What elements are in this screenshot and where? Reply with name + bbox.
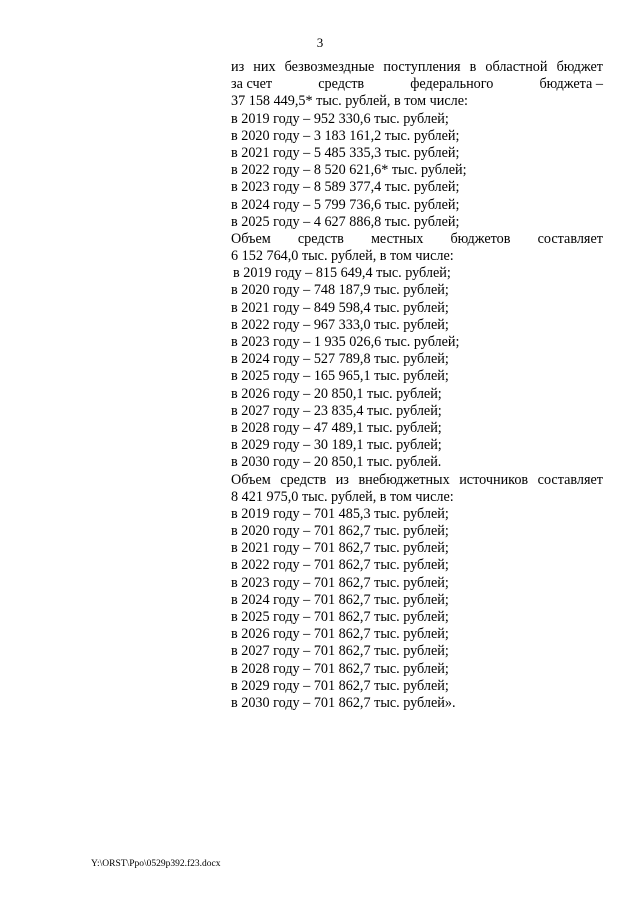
year-amount-line: в 2023 году – 8 589 377,4 тыс. рублей; [231, 179, 460, 196]
year-amount-line: в 2028 году – 47 489,1 тыс. рублей; [231, 419, 442, 436]
year-amount-line: в 2026 году – 20 850,1 тыс. рублей; [231, 385, 442, 402]
year-amount-line: в 2025 году – 701 862,7 тыс. рублей; [231, 609, 449, 625]
year-amount-line: в 2019 году – 815 649,4 тыс. рублей; [233, 265, 451, 282]
year-amount-line: в 2020 году – 701 862,7 тыс. рублей; [231, 523, 449, 540]
word: составляет [537, 471, 603, 488]
word: источников [459, 471, 529, 488]
word: средств [280, 471, 327, 488]
word: них [253, 59, 276, 75]
word: составляет [537, 230, 603, 247]
word: бюджет [556, 59, 603, 75]
year-amount-line: в 2020 году – 748 187,9 тыс. рублей; [231, 282, 449, 299]
year-amount-line: в 2027 году – 23 835,4 тыс. рублей; [231, 402, 442, 419]
file-path-footer: Y:\ORST\Ppo\0529p392.f23.docx [91, 859, 221, 869]
year-amount-line: в 2021 году – 701 862,7 тыс. рублей; [231, 540, 449, 557]
word: областной [485, 59, 548, 75]
year-amount-line: в 2023 году – 1 935 026,6 тыс. рублей; [231, 334, 460, 350]
year-amount-line: в 2022 году – 967 333,0 тыс. рублей; [231, 316, 449, 333]
year-amount-line: в 2027 году – 701 862,7 тыс. рублей; [231, 643, 449, 660]
intro-line-3: 37 158 449,5* тыс. рублей, в том числе: [231, 93, 468, 110]
word: средств [297, 230, 344, 247]
year-amount-line: в 2022 году – 701 862,7 тыс. рублей; [231, 557, 449, 574]
year-amount-line: в 2029 году – 30 189,1 тыс. рублей; [231, 437, 442, 454]
year-amount-line: в 2024 году – 527 789,8 тыс. рублей; [231, 351, 449, 368]
word: средств [318, 76, 365, 93]
extrabudget-line-2: 8 421 975,0 тыс. рублей, в том числе: [231, 488, 454, 505]
year-amount-line: в 2021 году – 5 485 335,3 тыс. рублей; [231, 144, 460, 161]
word: бюджетов [450, 230, 511, 247]
local-years-list [231, 265, 603, 471]
year-amount-line: в 2028 году – 701 862,7 тыс. рублей; [231, 660, 449, 677]
word: поступления [383, 59, 461, 75]
word: в [469, 59, 477, 75]
word: из [335, 471, 349, 488]
word: Объем [231, 471, 271, 488]
word: бюджета – [539, 76, 603, 93]
page-number: 3 [316, 35, 324, 50]
word: федерального [410, 76, 494, 93]
year-amount-line: в 2019 году – 952 330,6 тыс. рублей; [231, 110, 449, 127]
year-amount-line: в 2030 году – 701 862,7 тыс. рублей». [231, 694, 456, 711]
word: Объем [231, 230, 271, 247]
word: за счет [231, 76, 273, 93]
year-amount-line: в 2026 году – 701 862,7 тыс. рублей; [231, 626, 449, 643]
year-amount-line: в 2025 году – 165 965,1 тыс. рублей; [231, 368, 449, 385]
word: из [231, 59, 245, 75]
year-amount-line: в 2020 году – 3 183 161,2 тыс. рублей; [231, 127, 460, 144]
year-amount-line: в 2029 году – 701 862,7 тыс. рублей; [231, 677, 449, 694]
word: внебюджетных [358, 471, 450, 488]
year-amount-line: в 2030 году – 20 850,1 тыс. рублей. [231, 454, 442, 471]
year-amount-line: в 2024 году – 5 799 736,6 тыс. рублей; [231, 196, 460, 213]
year-amount-line: в 2023 году – 701 862,7 тыс. рублей; [231, 574, 449, 591]
word: местных [370, 230, 424, 247]
intro-line-1 [231, 59, 603, 76]
extrabudget-line-1 [231, 472, 603, 489]
extrabudget-years-list [231, 506, 603, 712]
year-amount-line: в 2022 году – 8 520 621,6* тыс. рублей; [231, 162, 467, 179]
document-body [231, 59, 603, 712]
word: безвозмездные [284, 59, 375, 75]
local-line-1 [231, 231, 603, 248]
intro-line-2 [231, 76, 603, 93]
local-line-2: 6 152 764,0 тыс. рублей, в том числе: [231, 248, 454, 265]
year-amount-line: в 2019 году – 701 485,3 тыс. рублей; [231, 505, 449, 522]
year-amount-line: в 2021 году – 849 598,4 тыс. рублей; [231, 299, 449, 316]
year-amount-line: в 2024 году – 701 862,7 тыс. рублей; [231, 591, 449, 608]
year-amount-line: в 2025 году – 4 627 886,8 тыс. рублей; [231, 213, 460, 230]
federal-years-list [231, 111, 603, 231]
